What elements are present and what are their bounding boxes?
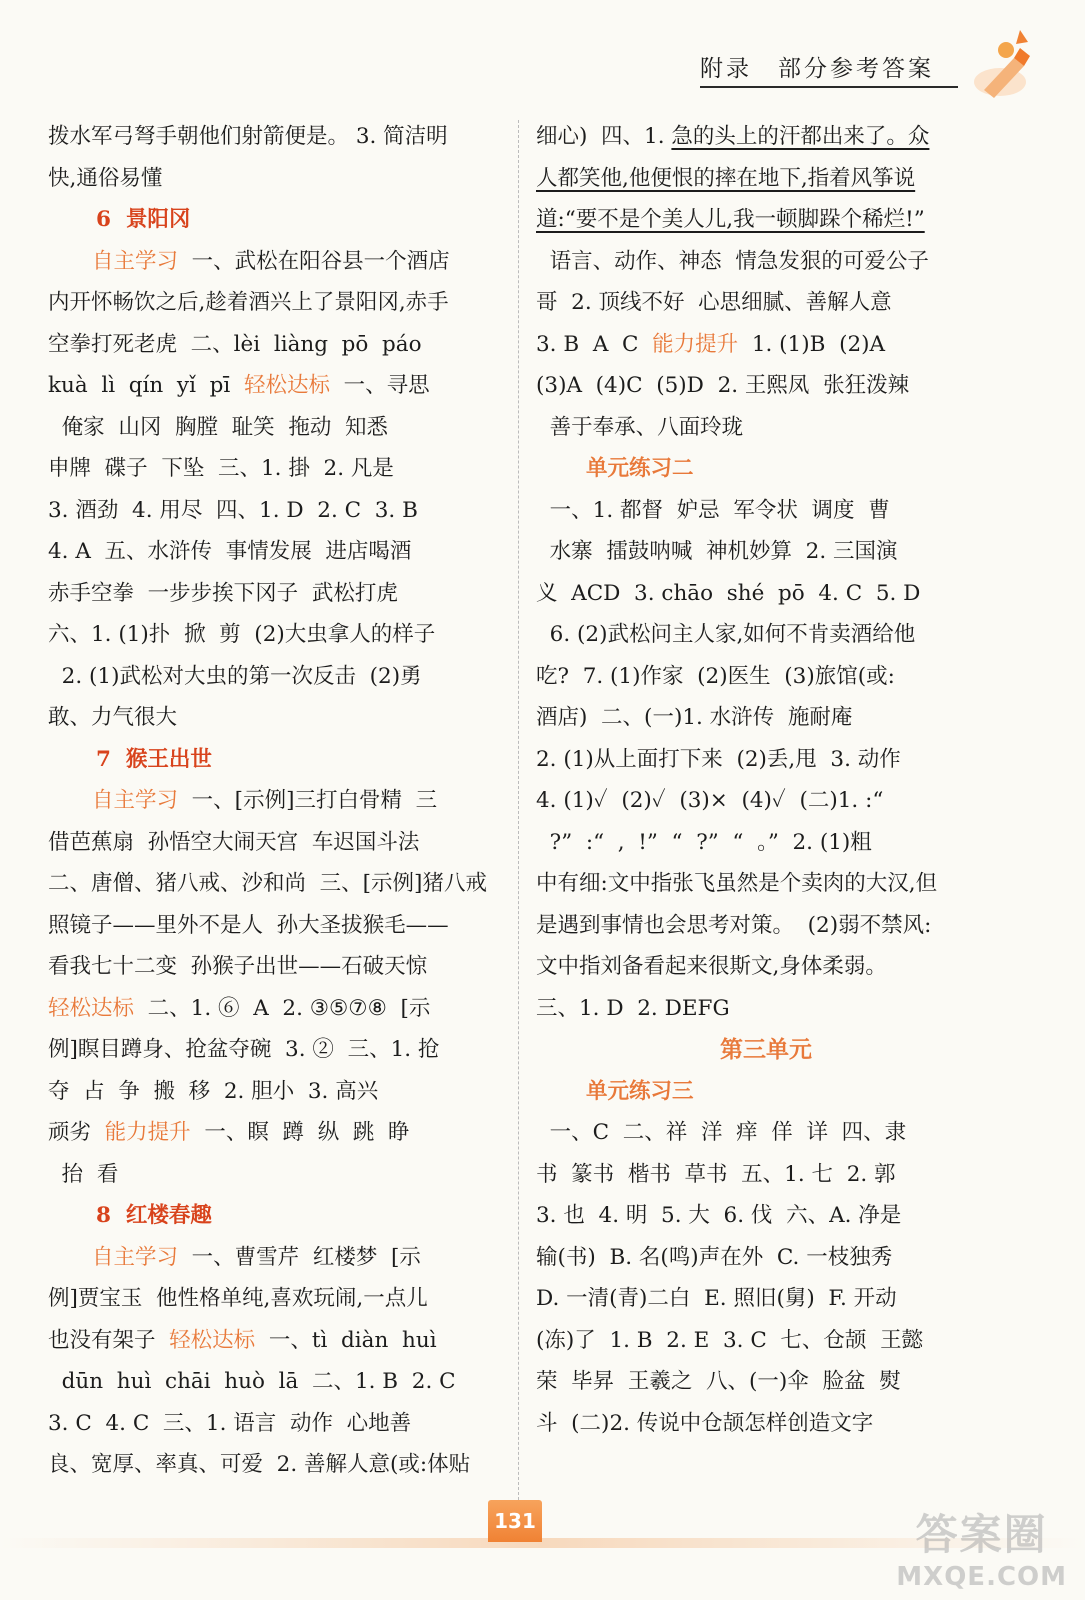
text-line: 吃? 7. (1)作家 (2)医生 (3)旅馆(或: xyxy=(536,663,895,689)
line-text: 一、[示例]三打白骨精 三 xyxy=(178,788,438,813)
text-line: 照镜子——里外不是人 孙大圣拔猴毛—— xyxy=(48,912,449,938)
text-line: 书 篆书 楷书 草书 五、1. 七 2. 郭 xyxy=(536,1161,896,1187)
text-line: 2. (1)武松对大虫的第一次反击 (2)勇 xyxy=(48,663,422,689)
text-line: 赤手空拳 一步步挨下冈子 武松打虎 xyxy=(48,580,398,606)
left-column xyxy=(48,116,496,1486)
text-line: 例]贾宝玉 他性格单纯,喜欢玩闹,一点儿 xyxy=(48,1286,428,1311)
section-tag: 轻松达标 xyxy=(48,995,135,1021)
text-line: 2. (1)从上面打下来 (2)丢,甩 3. 动作 xyxy=(536,746,901,772)
text-line: 斗 (二)2. 传说中仓颉怎样创造文字 xyxy=(536,1410,874,1436)
text-line: (冻)了 1. B 2. E 3. C 七、仓颉 王懿 xyxy=(536,1327,924,1353)
text-line: 酒店) 二、(一)1. 水浒传 施耐庵 xyxy=(536,705,853,730)
text-line: 语言、动作、神态 情急发狠的可爱公子 xyxy=(536,248,929,274)
section-tag: 自主学习 xyxy=(92,1244,179,1270)
line-text: 一、tì diàn huì xyxy=(255,1327,437,1353)
text-line: 善于奉承、八面玲珑 xyxy=(536,414,744,440)
section-tag: 自主学习 xyxy=(92,248,179,274)
text-line: 抬 看 xyxy=(48,1161,119,1187)
text-line: (3)A (4)C (5)D 2. 王熙凤 张狂泼辣 xyxy=(536,373,910,398)
text-line: 二、唐僧、猪八戒、沙和尚 三、[示例]猪八戒 xyxy=(48,871,487,896)
watermark-cn: 答案圈 xyxy=(915,1510,1048,1559)
text-line: dūn huì chāi huò lā 二、1. B 2. C xyxy=(48,1369,456,1394)
pencil-icon xyxy=(970,20,1060,110)
line-text: 一、曹雪芹 红楼梦 [示 xyxy=(178,1244,421,1270)
text-line xyxy=(48,1237,496,1279)
text-line: 3. 也 4. 明 5. 大 6. 伐 六、A. 净是 xyxy=(536,1203,902,1228)
underlined-text: 人都笑他,他便恨的摔在地下,指着风筝说 xyxy=(536,165,916,191)
text-line: 4. (1)✓ (2)✓ (3)× (4)✓ (二)1. :“ xyxy=(536,788,884,813)
text-line: 三、1. D 2. DEFG xyxy=(536,995,730,1021)
text-line: 申牌 碟子 下坠 三、1. 掛 2. 凡是 xyxy=(48,456,394,481)
text-line: 良、宽厚、率真、可爱 2. 善解人意(或:体贴 xyxy=(48,1452,471,1477)
underlined-text: 急的头上的汗都出来了。众 xyxy=(671,124,930,149)
text-line: 文中指刘备看起来很斯文,身体柔弱。 xyxy=(536,954,887,979)
lesson-title-7: 7 猴王出世 xyxy=(96,746,212,772)
column-divider xyxy=(518,120,519,1520)
header-subtitle: 部分参考答案 xyxy=(778,56,934,82)
section-tag: 自主学习 xyxy=(92,788,179,813)
text-line xyxy=(48,241,496,283)
right-column xyxy=(536,116,996,1444)
text-line: D. 一清(青)二白 E. 照旧(舅) F. 开动 xyxy=(536,1286,897,1311)
line-text: 一、瞑 蹲 纵 跳 睁 xyxy=(190,1120,410,1145)
watermark-en: MXQE.COM xyxy=(896,1562,1067,1592)
text-line: 中有细:文中指张飞虽然是个卖肉的大汉,但 xyxy=(536,871,938,896)
line-text: 二、1. ⑥ A 2. ③⑤⑦⑧ [示 xyxy=(134,995,431,1021)
line-text: 也没有架子 xyxy=(48,1327,170,1353)
page-number: 131 xyxy=(488,1500,542,1542)
watermark xyxy=(896,1502,1067,1592)
line-text: 3. B A C xyxy=(536,331,653,357)
text-line xyxy=(536,116,996,158)
text-line xyxy=(48,988,496,1030)
text-line: 例]瞑目蹲身、抢盆夺碗 3. ② 三、1. 抢 xyxy=(48,1037,440,1062)
line-text: kuà lì qín yǐ pī xyxy=(48,373,244,398)
text-line: 一、C 二、祥 洋 痒 佯 详 四、隶 xyxy=(536,1120,907,1145)
text-line xyxy=(48,1112,496,1154)
text-line: ?” :“ , !” “ ?” “ 。” 2. (1)粗 xyxy=(536,829,872,855)
header-title: 附录 xyxy=(700,56,752,82)
text-line: 6. (2)武松问主人家,如何不肯卖酒给他 xyxy=(536,622,916,647)
text-line: 拨水军弓弩手朝他们射箭便是。 3. 简洁明 xyxy=(48,124,448,149)
text-line xyxy=(48,365,496,407)
text-line xyxy=(48,780,496,822)
text-line: 敢、力气很大 xyxy=(48,705,178,730)
section-tag: 能力提升 xyxy=(104,1120,191,1145)
text-line: 义 ACD 3. chāo shé pō 4. C 5. D xyxy=(536,580,921,606)
text-line: 六、1. (1)扑 掀 剪 (2)大虫拿人的样子 xyxy=(48,622,436,647)
line-text: 顽劣 xyxy=(48,1120,105,1145)
line-text: 细心) 四、1. xyxy=(536,124,672,149)
text-line: 夺 占 争 搬 移 2. 胆小 3. 高兴 xyxy=(48,1078,379,1104)
text-line: 3. C 4. C 三、1. 语言 动作 心地善 xyxy=(48,1410,412,1436)
line-text: 一、武松在阳谷县一个酒店 xyxy=(178,248,450,274)
text-line xyxy=(48,1320,496,1362)
line-text: 一、寻思 xyxy=(329,373,430,398)
text-line: 荣 毕昇 王羲之 八、(一)伞 脸盆 熨 xyxy=(536,1369,901,1394)
section-tag: 能力提升 xyxy=(652,331,739,357)
text-line: 是遇到事情也会思考对策。 (2)弱不禁风: xyxy=(536,912,932,938)
line-text: 1. (1)B (2)A xyxy=(738,331,886,357)
section-tag: 轻松达标 xyxy=(243,373,330,398)
text-line: 内开怀畅饮之后,趁着酒兴上了景阳冈,赤手 xyxy=(48,290,449,315)
underlined-text: 道:“要不是个美人儿,我一顿脚跺个稀烂!” xyxy=(536,207,925,232)
unit-exercise-3-title: 单元练习三 xyxy=(586,1078,694,1104)
text-line xyxy=(536,158,996,200)
text-line: 哥 2. 顶线不好 心思细腻、善解人意 xyxy=(536,290,892,315)
text-line: 输(书) B. 名(鸣)声在外 C. 一枝独秀 xyxy=(536,1244,893,1270)
text-line xyxy=(536,199,996,241)
text-line: 看我七十二变 孙猴子出世——石破天惊 xyxy=(48,954,428,979)
unit-3-heading: 第三单元 xyxy=(720,1036,812,1063)
text-line xyxy=(536,324,996,366)
text-line: 空拳打死老虎 二、lèi liàng pō páo xyxy=(48,331,422,357)
appendix-header xyxy=(700,50,958,88)
text-line: 俺家 山冈 胸膛 耻笑 拖动 知悉 xyxy=(48,414,389,440)
lesson-title-6: 6 景阳冈 xyxy=(96,207,191,232)
text-line: 水寨 擂鼓呐喊 神机妙算 2. 三国演 xyxy=(536,539,898,564)
text-line: 4. A 五、水浒传 事情发展 进店喝酒 xyxy=(48,539,412,564)
text-line: 一、1. 都督 妒忌 军令状 调度 曹 xyxy=(536,497,890,523)
text-line: 借芭蕉扇 孙悟空大闹天宫 车迟国斗法 xyxy=(48,829,420,855)
unit-exercise-2-title: 单元练习二 xyxy=(586,456,694,481)
text-line: 快,通俗易懂 xyxy=(48,165,163,191)
text-line: 3. 酒劲 4. 用尽 四、1. D 2. C 3. B xyxy=(48,497,418,523)
section-tag: 轻松达标 xyxy=(169,1327,256,1353)
lesson-title-8: 8 红楼春趣 xyxy=(96,1203,212,1228)
